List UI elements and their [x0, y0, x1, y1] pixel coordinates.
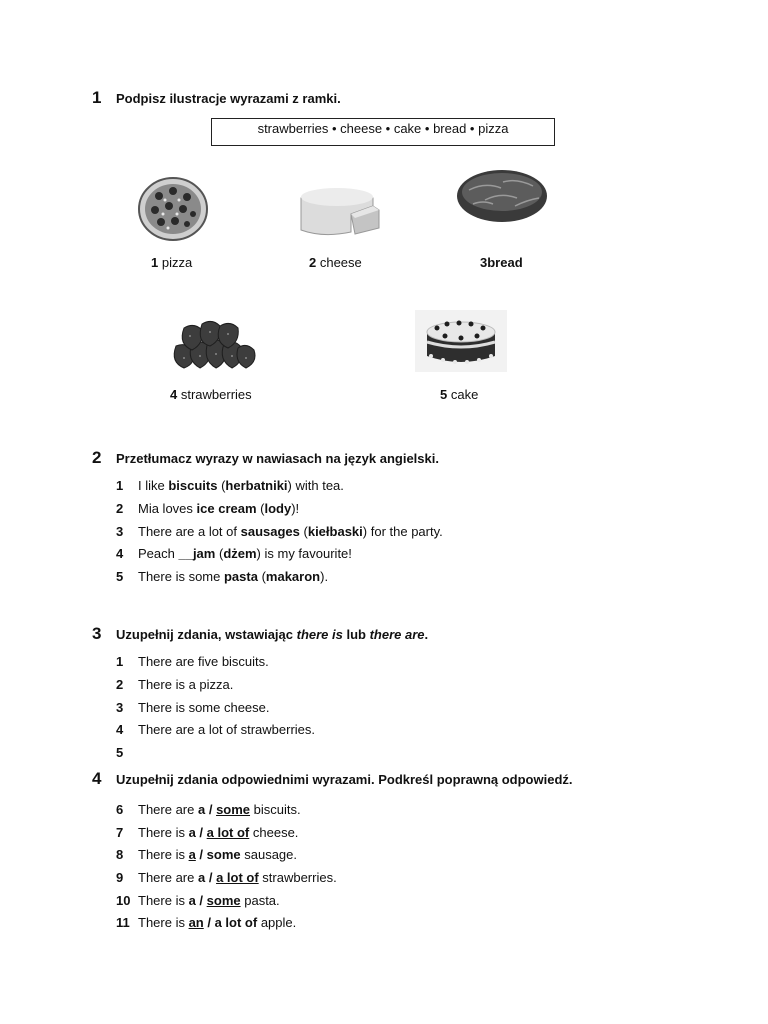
ex2-item-suffix: ). [320, 569, 329, 584]
ex2-item-paren: ( [215, 546, 224, 561]
ex2-item-paren: ( [256, 501, 265, 516]
ex2-item-polish: lody [264, 501, 292, 516]
ex2-item-number: 3 [116, 524, 124, 539]
ex4-item-suffix: biscuits. [250, 802, 301, 817]
ex2-item-polish: kiełbaski [307, 524, 363, 539]
ex2-item-prefix: Peach [138, 546, 179, 561]
label-pizza-text: pizza [158, 255, 193, 270]
ex4-item-text [138, 847, 297, 862]
ex4-option-separator: / [195, 893, 207, 908]
ex2-item-polish: makaron [265, 569, 321, 584]
ex4-option-1-underlined[interactable]: a [188, 847, 196, 862]
ex3-item-text: There is some cheese. [138, 700, 270, 715]
exercise-3-instruction [116, 627, 428, 642]
ex2-item-number: 4 [116, 546, 124, 561]
ex3-item-number: 2 [116, 677, 124, 692]
ex3-item-text: There is a pizza. [138, 677, 234, 692]
ex2-item-polish: herbatniki [225, 478, 288, 493]
instruction-part: Uzupełnij zdania, wstawiając [116, 627, 297, 642]
ex4-option-separator: / [195, 825, 207, 840]
ex2-item-suffix: ) for the party. [362, 524, 443, 539]
ex3-item-number: 3 [116, 700, 124, 715]
ex2-item-text [138, 546, 352, 561]
instruction-part: lub [342, 627, 370, 642]
ex4-item-prefix: There are [138, 870, 198, 885]
cheese-image [293, 180, 383, 240]
ex4-item-text [138, 915, 296, 930]
exercise-2-instruction: Przetłumacz wyrazy w nawiasach na język angielski. [116, 451, 439, 466]
exercise-3-number: 3 [92, 624, 102, 643]
label-cake [440, 387, 478, 402]
ex4-item-prefix: There is [138, 915, 189, 930]
ex4-option-1-underlined[interactable]: an [188, 915, 204, 930]
label-cake-number: 5 [440, 387, 448, 402]
ex4-item-suffix: pasta. [240, 893, 280, 908]
ex4-item-prefix: There are [138, 802, 198, 817]
ex4-item-suffix: strawberries. [258, 870, 337, 885]
ex4-item-number: 8 [116, 847, 124, 862]
ex4-item-number: 6 [116, 802, 124, 817]
ex4-item-text [138, 870, 337, 885]
ex2-item-paren: ( [257, 569, 266, 584]
instruction-there-is: there is [296, 627, 343, 642]
ex4-item-text [138, 893, 280, 908]
exercise-1-instruction: Podpisz ilustracje wyrazami z ramki. [116, 91, 341, 106]
ex2-item-prefix: There are a lot of [138, 524, 241, 539]
ex4-option-1[interactable]: a [197, 802, 206, 817]
ex2-item-prefix: There is some [138, 569, 224, 584]
label-strawberries-number: 4 [170, 387, 178, 402]
ex4-item-suffix: cheese. [249, 825, 299, 840]
ex4-item-text [138, 825, 298, 840]
label-cake-text: cake [447, 387, 479, 402]
ex2-item-number: 1 [116, 478, 124, 493]
label-cheese [309, 255, 362, 270]
ex4-option-2-underlined[interactable]: some [216, 802, 251, 817]
ex4-option-2-underlined[interactable]: some [206, 893, 241, 908]
ex4-item-text [138, 802, 301, 817]
ex2-item-number: 2 [116, 501, 124, 516]
label-pizza-number: 1 [151, 255, 159, 270]
bread-image [455, 168, 549, 224]
ex4-item-number: 9 [116, 870, 124, 885]
ex2-item-paren: ( [299, 524, 308, 539]
ex4-option-separator: / [203, 915, 215, 930]
ex4-item-prefix: There is [138, 847, 189, 862]
label-pizza [151, 255, 192, 270]
exercise-2-number: 2 [92, 448, 102, 467]
ex4-option-1[interactable]: a [188, 893, 196, 908]
ex4-item-number: 10 [116, 893, 131, 908]
ex2-item-text [138, 569, 328, 584]
ex4-item-prefix: There is [138, 893, 189, 908]
ex2-item-answer: pasta [223, 569, 258, 584]
ex2-item-prefix: I like [138, 478, 169, 493]
ex4-option-2[interactable]: a lot of [214, 915, 258, 930]
ex4-option-separator: / [205, 802, 217, 817]
ex2-item-suffix: )! [291, 501, 300, 516]
cake-image [415, 310, 507, 372]
ex2-item-text [138, 478, 344, 493]
ex4-option-2-underlined[interactable]: a lot of [206, 825, 250, 840]
ex2-item-suffix: ) with tea. [287, 478, 344, 493]
ex2-item-answer: __jam [178, 546, 216, 561]
strawberries-image [166, 314, 260, 372]
ex2-item-number: 5 [116, 569, 124, 584]
ex4-option-2[interactable]: some [206, 847, 241, 862]
label-bread [480, 255, 523, 270]
ex3-item-text: There are a lot of strawberries. [138, 722, 316, 737]
ex4-option-1[interactable]: a [197, 870, 206, 885]
ex2-item-answer: sausages [240, 524, 300, 539]
ex3-item-number: 1 [116, 654, 124, 669]
ex4-option-separator: / [205, 870, 217, 885]
ex2-item-paren: ( [217, 478, 226, 493]
ex2-item-suffix: ) is my favourite! [256, 546, 352, 561]
ex2-item-text [138, 524, 443, 539]
ex4-option-2-underlined[interactable]: a lot of [216, 870, 259, 885]
ex4-item-number: 11 [116, 915, 130, 930]
instruction-there-are: there are [369, 627, 425, 642]
ex4-item-number: 7 [116, 825, 124, 840]
ex3-item-number: 5 [116, 745, 124, 760]
ex3-item-number: 4 [116, 722, 124, 737]
ex2-item-text [138, 501, 299, 516]
exercise-4-instruction: Uzupełnij zdania odpowiednimi wyrazami. Podkreśl poprawną odpowiedź. [116, 772, 573, 787]
label-cheese-number: 2 [309, 255, 317, 270]
exercise-4-number: 4 [92, 769, 102, 788]
ex4-item-suffix: sausage. [240, 847, 297, 862]
ex2-item-answer: ice cream [196, 501, 257, 516]
ex4-option-1[interactable]: a [188, 825, 196, 840]
ex2-item-polish: dżem [223, 546, 257, 561]
instruction-part: . [424, 627, 429, 642]
ex4-item-prefix: There is [138, 825, 189, 840]
ex4-item-suffix: apple. [257, 915, 297, 930]
label-strawberries [170, 387, 252, 402]
ex3-item-text: There are five biscuits. [138, 654, 269, 669]
exercise-1-number: 1 [92, 88, 102, 107]
word-box: strawberries • cheese • cake • bread • pizza [211, 118, 555, 146]
label-bread-number: 3bread [480, 255, 523, 270]
label-cheese-text: cheese [316, 255, 362, 270]
pizza-image [137, 176, 209, 242]
ex4-option-separator: / [195, 847, 207, 862]
label-strawberries-text: strawberries [177, 387, 252, 402]
ex2-item-answer: biscuits [168, 478, 218, 493]
ex2-item-prefix: Mia loves [138, 501, 197, 516]
